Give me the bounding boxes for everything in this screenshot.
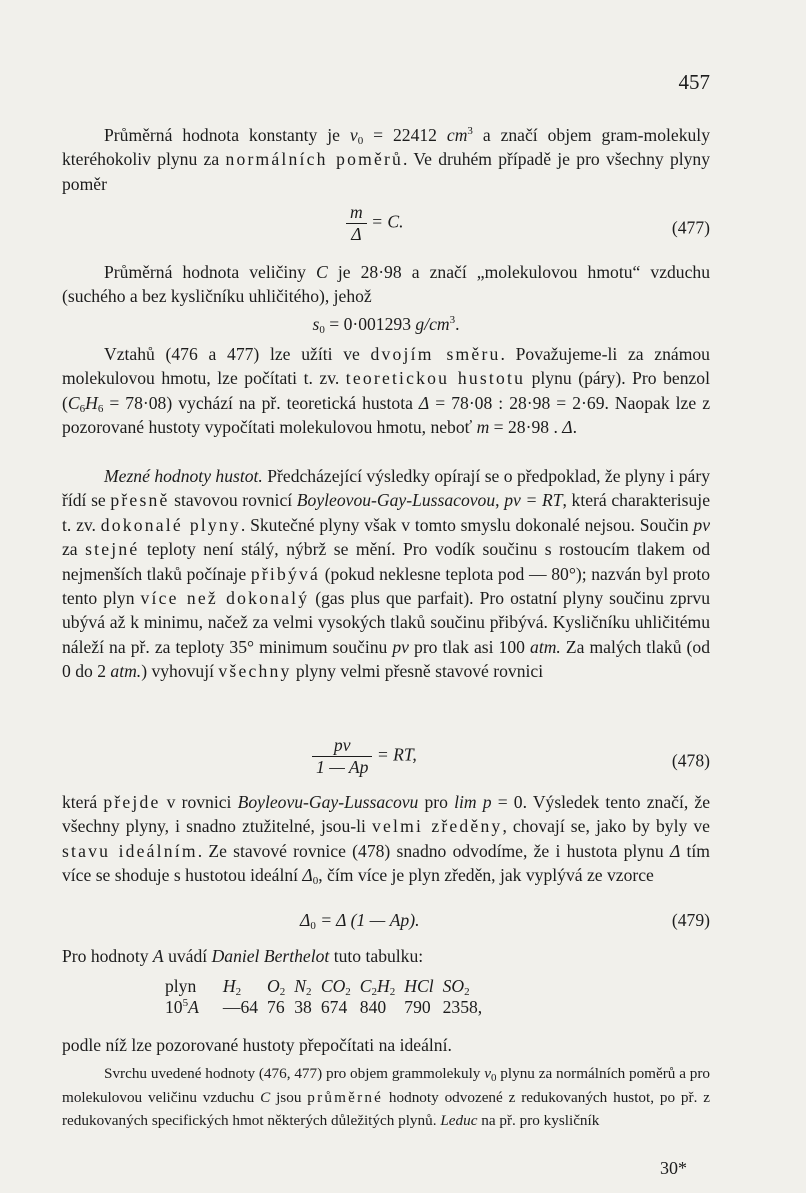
equation-rhs: = RT, [376,744,417,765]
equation-number: (477) [671,217,710,238]
paragraph-ideal-state: která přejde v rovnici Boyleovu-Gay-Lussacovu pro lim p = 0. Výsledek tento značí, že všechny plyny, i snadno ztužitelné, jsou-li velmi zředěny, chovají se, jako by byly ve stavu ideálním. Ze stavové rovnice (478) snadno odvodíme, že i hustota plynu Δ tím více se shoduje s hustotou ideální $\Delta_0$, čím více je plyn zředěn, jak vyplývá ze vzorce [62,792,711,888]
paragraph-molecular-mass-air: Průměrná hodnota veličiny C je 28·98 a značí „molekulovou hmotu“ vzduchu (suchého a bez kysličníku uhličitého), jehož [62,262,710,307]
paragraph-limiting-densities: Mezné hodnoty hustot. Předcházející výsledky opírají se o předpoklad, že plyny i páry řídí se přesně stavovou rovnicí Boyleovou-Gay-Lussacovou, pv = RT, která charakterisuje t. zv. dokonalé plyny. Skutečné plyny však v tomto smyslu dokonalé nejsou. Součin pv za stejné teploty není stálý, nýbrž se mění. Pro vodík součinu s rostoucím tlakem od nejmenších tlaků počínaje přibývá (pokud neklesne teplota pod — 80°); nazván byl proto tento plyn více než dokonalý (gas plus que parfait). Pro ostatní plyny součinu zprvu ubývá až k minimu, načež za velmi vysokých tlaků součinu přibývá. Kysličníku uhličitému náleží na př. za teploty 35° minimum součinu pv pro tlak asi 100 atm. Za malých tlaků (od 0 do 2 atm.) vyhovují všechny plyny velmi přesně stavové rovnici [62,466,711,682]
table-cell: $O_2$ [267,976,286,998]
paragraph-berthelot: Pro hodnoty A uvádí Daniel Berthelot tuto tabulku: [62,946,424,966]
paragraph-theoretical-density: Vztahů (476 a 477) lze užíti ve dvojím směru. Považujeme-li za známou molekulovou hmotu, lze počítati t. zv. teoretickou hustotu plynu (páry). Pro benzol $(C_6H_6 = 78\cdot 08)$ vychází na př. teoretická hustota Δ = 78·08 : 28·98 = 2·69. Naopak lze z pozorované hustoty vypočítati molekulovou hmotu, neboť m = 28·98 . Δ. [62,344,710,438]
table-cell: $C_2H_2$ [359,976,396,998]
page-number: 457 [678,70,710,94]
paragraph-molar-volume: Průměrná hodnota konstanty je $v_0 = 22412$ $cm^3$ a značí objem gram-molekuly kteréhokoliv plynu za normálních poměrů. Ve druhém případě je pro všechny plyny poměr [62,125,711,194]
fraction [346,202,367,245]
table-cell: 76 [267,997,285,1017]
table-cell: 38 [294,997,312,1017]
equation-477 [62,202,710,254]
numerator: m [350,202,363,222]
table-cell: HCl [404,976,434,996]
table-cell: 674 [320,997,348,1017]
table-cell: $SO_2$ [442,976,470,998]
table-cell: $CO_2$ [320,976,351,998]
table-cell: $H_2$ [222,976,242,998]
numerator: pv [333,735,351,755]
row-label-a: $10^5A$ [165,997,199,1017]
table-cell: 790 [404,997,431,1017]
table-row [165,997,491,1018]
fraction [312,735,372,778]
equation-number: (479) [671,910,710,930]
table-cell: $N_2$ [294,976,312,998]
signature-mark: 30* [660,1158,687,1178]
row-label-gas: plyn [165,976,197,996]
equation-number: (478) [671,750,710,771]
section-heading: Mezné hodnoty hustot. [104,466,263,486]
table-row [165,976,491,997]
denominator: Δ [346,223,367,245]
equation-s0: $s_0 = 0\cdot 001293$ $g/cm^3$. [312,314,460,336]
book-page: 457 Průměrná hodnota konstanty je $v_0 = 22412$ $cm^3$ a značí objem gram-molekuly kteréhokoliv plynu za normálních poměrů. Ve druhém případě je pro všechny plyny poměr $\frac{m}{\Delta}$ = C. (477) Průměrná hodnota veličiny C je 28·98 a značí „molekulovou hmotu“ vzduchu (suchého a bez kysličníku uhličitého), jehož $s_0 = 0\cdot 001293$ $g/cm^3$. Vztahů (476 a 477) lze užíti ve dvojím směru. Považujeme-li za známou molekulovou hmotu, lze počítati t. zv. teoretickou hustotu plynu (páry). Pro benzol $(C_6H_6 = 78\cdot 08)$ vychází na př. teoretická hustota Δ = 78·08 : 28·98 = 2·69. Naopak lze z pozorované hustoty vypočítati molekulovou hmotu, neboť m = 28·98 . Δ. Mezné hodnoty hustot. Předcházející výsledky opírají se o předpoklad, že plyny i páry řídí se přesně stavovou rovnicí Boyleovou-Gay-Lussacovou, pv = RT, která charakterisuje t. zv. dokonalé plyny. Skutečné plyny však v tomto smyslu dokonalé nejsou. Součin pv za stejné teploty není stálý, nýbrž se mění. Pro vodík součinu s rostoucím tlakem od nejmenších tlaků počínaje přibývá (pokud neklesne teplota pod — 80°); nazván byl proto tento plyn více než dokonalý (gas plus que parfait). Pro ostatní plyny součinu zprvu ubývá až k minimu, načež za velmi vysokých tlaků součinu přibývá. Kysličníku uhličitému náleží na př. za teploty 35° minimum součinu pv pro tlak asi 100 atm. Za malých tlaků (od 0 do 2 atm.) vyhovují všechny plyny velmi přesně stavové rovnici $\frac{pv}{1 — Ap}$ = RT, (478) která přejde v rovnici Boyleovu-Gay-Lussacovu pro lim p = 0. Výsledek tento značí, že všechny plyny, i snadno ztužitelné, jsou-li velmi zředěny, chovají se, jako by byly ve stavu ideálním. Ze stavové rovnice (478) snadno odvodíme, že i hustota plynu Δ tím více se shoduje s hustotou ideální $\Delta_0$, čím více je plyn zředěn, jak vyplývá ze vzorce $\Delta_0 = \Delta$ (1 — Ap). (479) Pro hodnoty A uvádí Daniel Berthelot tuto tabulku: plyn $H_2$ $O_2$ $N_2$ $CO_2$ $C_2H_2$ HCl $SO_2$ $10^5A$ —64 76 38 674 840 790 2358, podle níž lze pozorované hustoty přepočítati na ideální. Svrchu uvedené hodnoty (476, 477) pro objem grammolekuly $v_0$ plynu za normálních poměrů a pro molekulovou veličinu vzduchu C jsou průměrné hodnoty odvozené z redukovaných hustot, po př. z redukovaných specifických hmot některých důležitých plynů. Leduc na př. pro kysličník 30* [0,0,806,1193]
table-cell: 2358, [442,997,483,1017]
berthelot-table [165,976,491,1018]
table-cell: 840 [359,997,387,1017]
paragraph-note: Svrchu uvedené hodnoty (476, 477) pro objem grammolekuly $v_0$ plynu za normálních poměrů a pro molekulovou veličinu vzduchu C jsou průměrné hodnoty odvozené z redukovaných hustot, po př. z redukovaných specifických hmot některých důležitých plynů. Leduc na př. pro kysličník [62,1065,710,1130]
equation-478 [62,735,710,787]
paragraph-conversion: podle níž lze pozorované hustoty přepočítati na ideální. [62,1035,452,1055]
denominator: 1 — Ap [312,756,372,778]
table-cell: —64 [222,997,259,1017]
equation-rhs: = C. [371,211,404,232]
